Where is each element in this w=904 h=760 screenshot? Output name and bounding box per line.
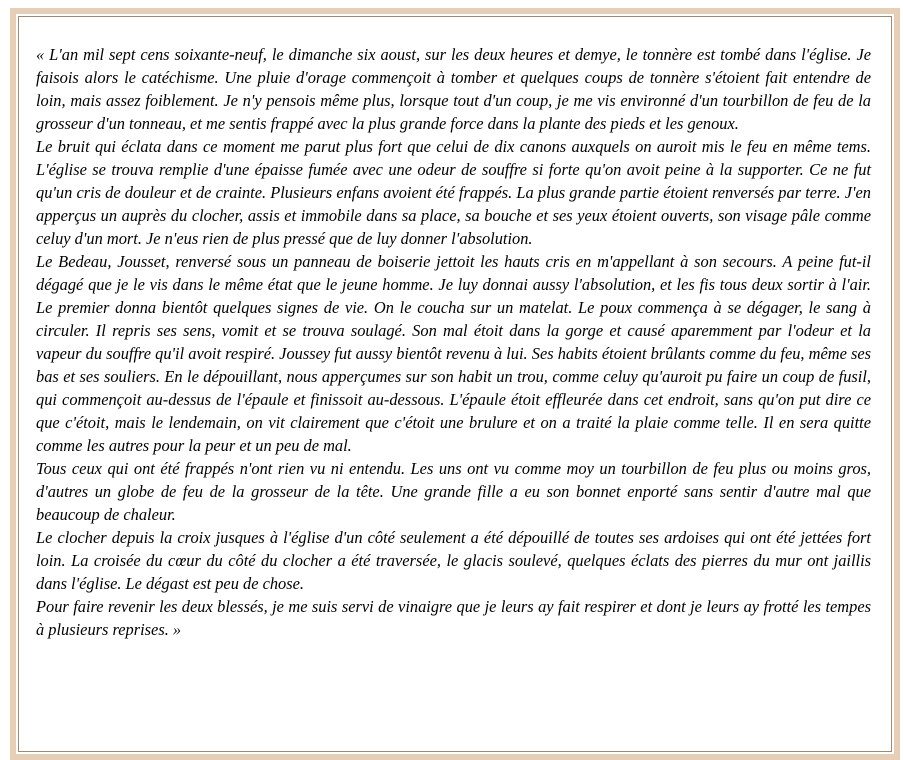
paragraph-4: Tous ceux qui ont été frappés n'ont rien vu ni entendu. Les uns ont vu comme moy un tourbillon de feu plus ou moins gros, d'autres un globe de feu de la grosseur de la tête. Une grande fille a eu son bonnet enporté sans sentir d'autre mal que beaucoup de chaleur. — [36, 459, 871, 524]
paragraph-3: Le Bedeau, Jousset, renversé sous un panneau de boiserie jettoit les hauts cris en m'appellant à son secours. A peine fut-il dégagé que je le vis dans le même état que le jeune homme. Je luy donnai aussy l'absolution, et les fis tous deux sortir à l'air. Le premier donna bientôt quelques signes de vie. On le coucha sur un matelat. Le poux commença à se dégager, le sang à circuler. Il repris ses sens, vomit et se trouva soulagé. Son mal étoit dans la gorge et causé aparemment par l'odeur et la vapeur du souffre qu'il avoit respiré. Joussey fut aussy bientôt revenu à lui. Ses habits étoient brûlants comme du feu, même ses bas et ses souliers. En le dépouillant, nous apperçumes sur son habit un trou, comme celuy qu'auroit pu faire un coup de fusil, qui commençoit au-dessus de l'épaule et finissoit au-dessous. L'épaule étoit effleurée dans cet endroit, sans qu'on put dire ce que c'étoit, mais le lendemain, on vit clairement que c'étoit une brulure et on a traité la plaie comme telle. Il en sera quitte comme les autres pour la peur et un peu de mal. — [36, 252, 871, 455]
document-text — [36, 43, 871, 641]
document-inner-border — [18, 16, 892, 752]
paragraph-2: Le bruit qui éclata dans ce moment me parut plus fort que celui de dix canons auxquels on auroit mis le feu en même tems. L'église se trouva remplie d'une épaisse fumée avec une odeur de souffre si forte qu'on avoit peine à la supporter. Ce ne fut qu'un cris de douleur et de crainte. Plusieurs enfans avoient été frappés. La plus grande partie étoient renversés par terre. J'en apperçus un auprès du clocher, assis et immobile dans sa place, sa bouche et ses yeux étoient ouverts, son visage pâle comme celuy d'un mort. Je n'eus rien de plus pressé que de luy donner l'absolution. — [36, 137, 871, 248]
paragraph-6: Pour faire revenir les deux blessés, je me suis servi de vinaigre que je leurs ay fait respirer et dont je leurs ay frotté les tempes à plusieurs reprises. » — [36, 597, 871, 639]
paragraph-1: « L'an mil sept cens soixante-neuf, le dimanche six aoust, sur les deux heures et demye, le tonnère est tombé dans l'église. Je faisois alors le catéchisme. Une pluie d'orage commençoit à tomber et quelques coups de tonnère s'étoient fait entendre de loin, mais assez foiblement. Je n'y pensois même plus, lorsque tout d'un coup, je me vis environné d'un tourbillon de feu de la grosseur d'un tonneau, et me sentis frappé avec la plus grande force dans la plante des pieds et les genoux. — [36, 45, 871, 133]
document-frame — [10, 8, 900, 760]
paragraph-5: Le clocher depuis la croix jusques à l'église d'un côté seulement a été dépouillé de toutes ses ardoises qui ont été jettées fort loin. La croisée du cœur du côté du clocher a été traversée, le glacis soulevé, quelques éclats des pierres du mur ont jaillis dans l'église. Le dégast est peu de chose. — [36, 528, 871, 593]
